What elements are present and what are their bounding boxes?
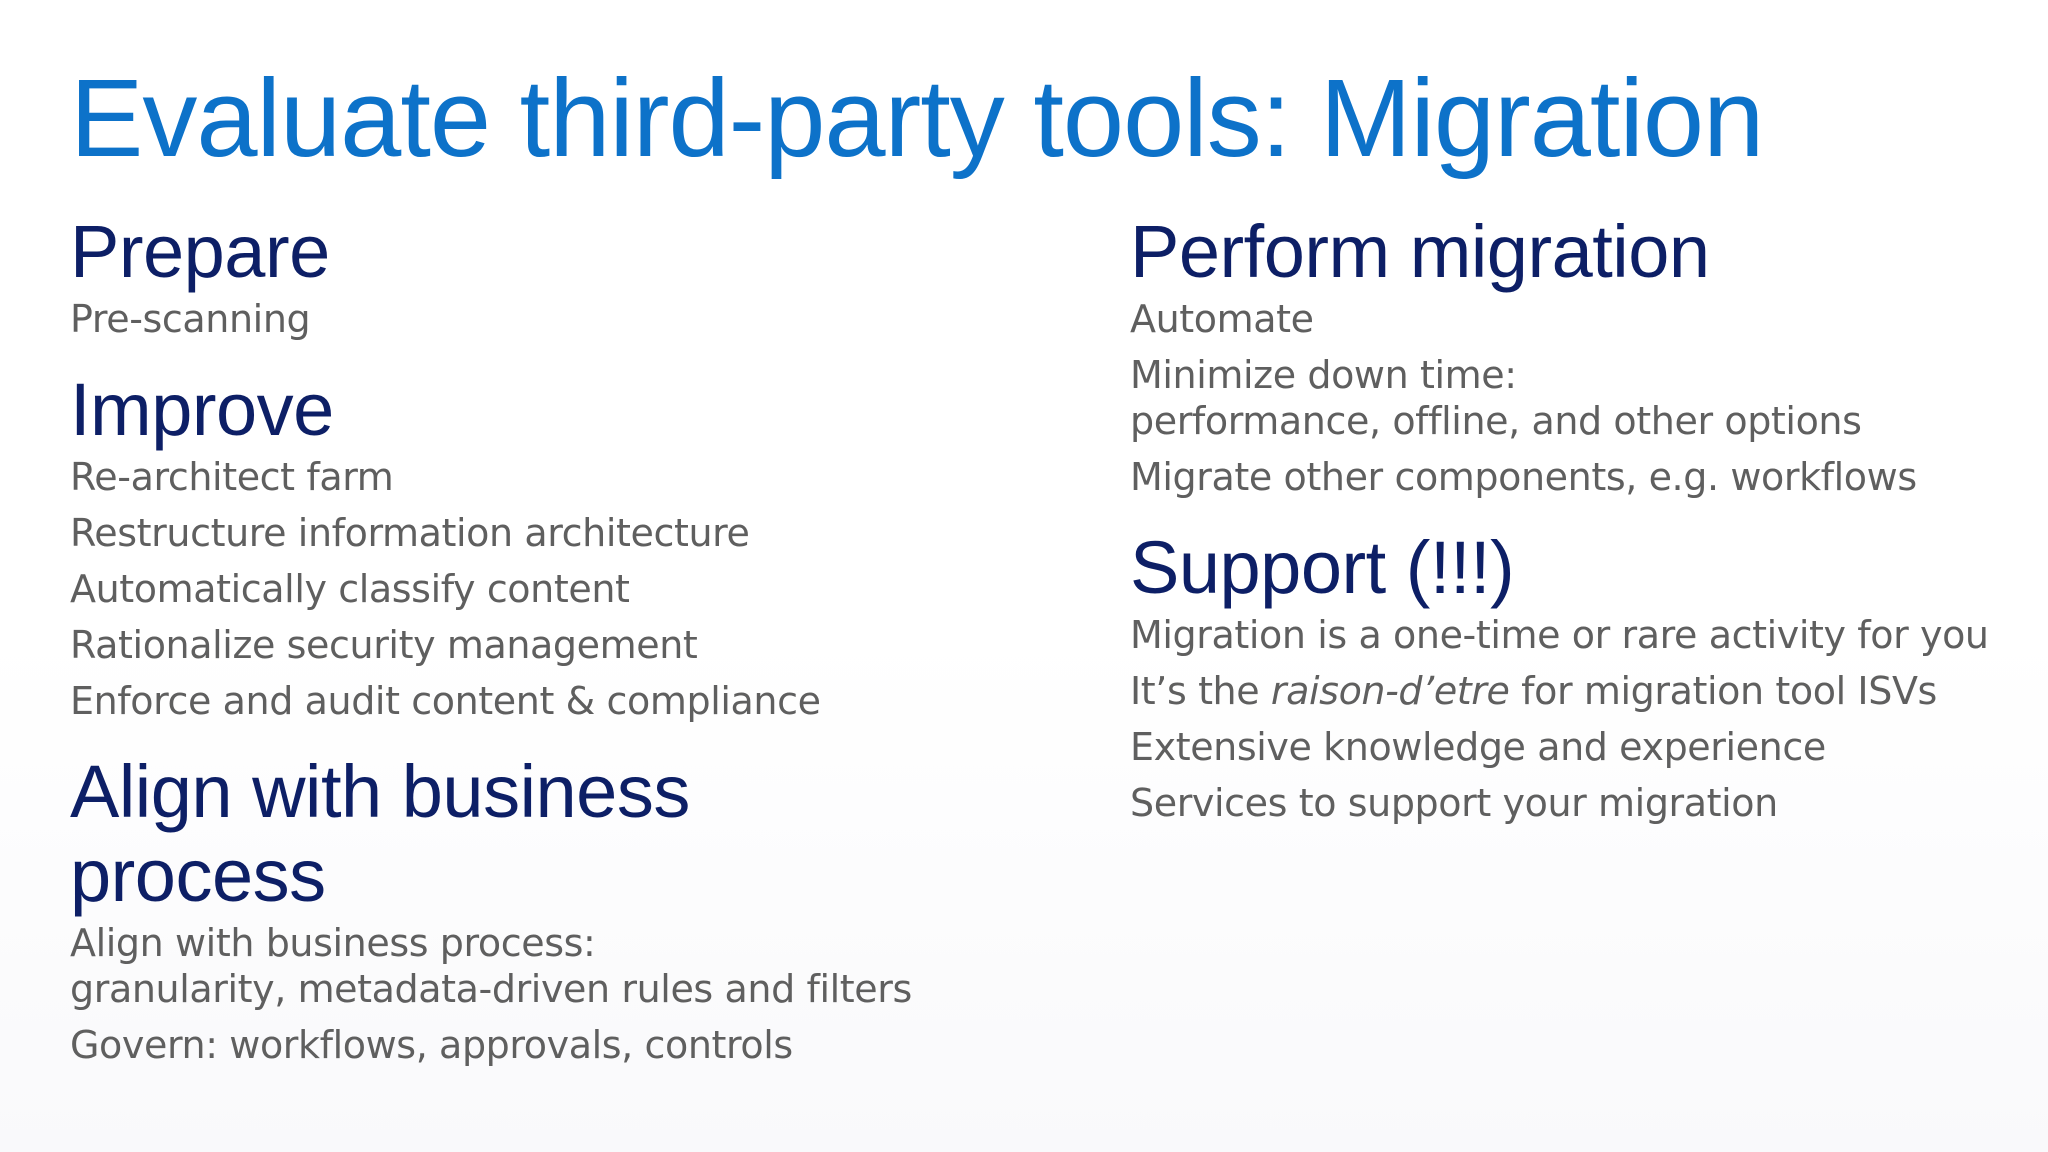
list-item-line: Minimize down time:: [1130, 353, 1517, 397]
section-heading-improve: Improve: [70, 368, 334, 451]
list-item: Re-architect farm: [70, 455, 394, 499]
section-heading-support: Support (!!!): [1130, 526, 1515, 609]
list-item: Pre-scanning: [70, 297, 311, 341]
improve-list: [70, 454, 1070, 724]
heading-line: Align with business: [70, 750, 690, 833]
list-item-line: performance, offline, and other options: [1130, 399, 1862, 443]
list-item: Migrate other components, e.g. workflows: [1130, 455, 1917, 499]
left-column: [70, 210, 1070, 1094]
list-item-text: It’s the: [1130, 669, 1271, 713]
emphasis-text: raison-d’etre: [1270, 669, 1510, 713]
list-item: Rationalize security management: [70, 623, 698, 667]
list-item: Migration is a one-time or rare activity for you: [1130, 613, 1989, 657]
section-heading-perform-migration: Perform migration: [1130, 210, 1710, 293]
list-item: Extensive knowledge and experience: [1130, 725, 1826, 769]
list-item: [70, 920, 1070, 1012]
section-heading-prepare: Prepare: [70, 210, 330, 293]
section-heading-align: [70, 750, 1070, 918]
align-list: [70, 920, 1070, 1068]
slide-title: Evaluate third-party tools: Migration: [70, 57, 1764, 180]
support-list: [1130, 612, 2030, 826]
list-item: Automate: [1130, 297, 1314, 341]
prepare-list: [70, 296, 1070, 342]
list-item: Enforce and audit content & compliance: [70, 679, 821, 723]
list-item-text: for migration tool ISVs: [1509, 669, 1937, 713]
heading-line: process: [70, 834, 326, 917]
list-item-line: granularity, metadata-driven rules and filters: [70, 967, 912, 1011]
list-item: [1130, 668, 2030, 714]
list-item: [1130, 352, 2030, 444]
list-item-line: Align with business process:: [70, 921, 596, 965]
list-item: Services to support your migration: [1130, 781, 1778, 825]
right-column: [1130, 210, 2030, 852]
perform-migration-list: [1130, 296, 2030, 500]
list-item: Restructure information architecture: [70, 511, 750, 555]
list-item: Automatically classify content: [70, 567, 630, 611]
list-item: Govern: workflows, approvals, controls: [70, 1023, 793, 1067]
